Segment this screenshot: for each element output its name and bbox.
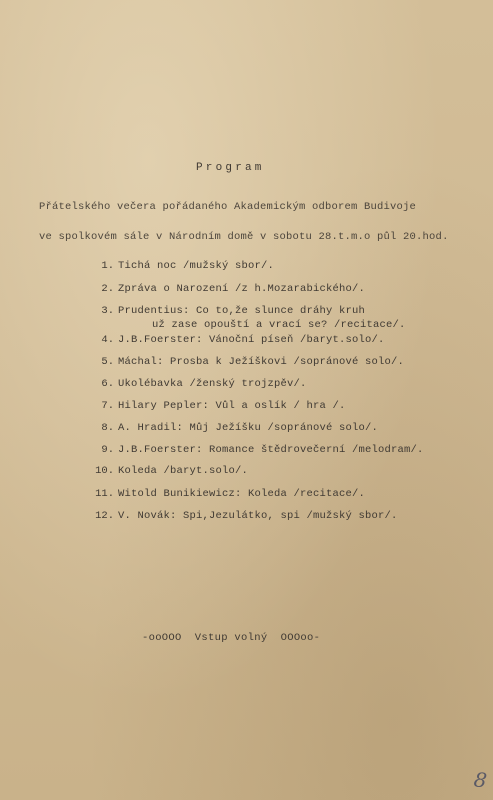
program-item [0,400,493,416]
item-number: 2. [101,283,114,295]
item-text: Koleda /baryt.solo/. [118,465,249,477]
program-item [0,334,493,350]
item-text: A. Hradil: Můj Ježíšku /sopránové solo/. [118,422,379,434]
program-heading: Program [196,162,265,174]
item-number: 11. [95,488,114,500]
program-item [0,444,493,460]
program-item [0,305,493,331]
item-text: Tichá noc /mužský sbor/. [118,260,275,272]
item-number: 1. [101,260,114,272]
program-item [0,378,493,394]
program-item [0,488,493,504]
handwritten-page-number: 8 [472,767,489,793]
item-number: 8. [101,422,114,434]
program-item [0,260,493,276]
item-text: V. Novák: Spi,Jezulátko, spi /mužský sbor/. [118,510,398,522]
item-text: J.B.Foerster: Romance štědrovečerní /melodram/. [118,444,424,456]
item-text: Prudentius: Co to,že slunce dráhy kruh [118,305,366,317]
item-text: J.B.Foerster: Vánoční píseň /baryt.solo/. [118,334,385,346]
admission-note: -ooOOO Vstup volný OOOoo- [142,632,321,644]
item-number: 6. [101,378,114,390]
program-item [0,510,493,526]
item-number: 5. [101,356,114,368]
program-item [0,283,493,299]
item-number: 4. [101,334,114,346]
item-number: 10. [95,465,114,477]
program-item [0,356,493,372]
item-text: Ukolébavka /ženský trojzpěv/. [118,378,307,390]
item-number: 3. [101,305,114,317]
program-item [0,422,493,438]
item-number: 12. [95,510,114,522]
item-number: 7. [101,400,114,412]
item-text: Hilary Pepler: Vůl a oslík / hra /. [118,400,346,412]
program-item [0,465,493,481]
intro-line-2: ve spolkovém sále v Národním domě v sobotu 28.t.m.o půl 20.hod. [39,231,449,243]
item-text: Máchal: Prosba k Ježíškovi /sopránové solo/. [118,356,405,368]
item-text: Witold Bunikiewicz: Koleda /recitace/. [118,488,366,500]
intro-line-1: Přátelského večera pořádaného Akademickým odborem Budivoje [39,201,417,213]
item-text-continued: už zase opouští a vrací se? /recitace/. [152,319,406,331]
item-number: 9. [101,444,114,456]
item-text: Zpráva o Narození /z h.Mozarabického/. [118,283,366,295]
